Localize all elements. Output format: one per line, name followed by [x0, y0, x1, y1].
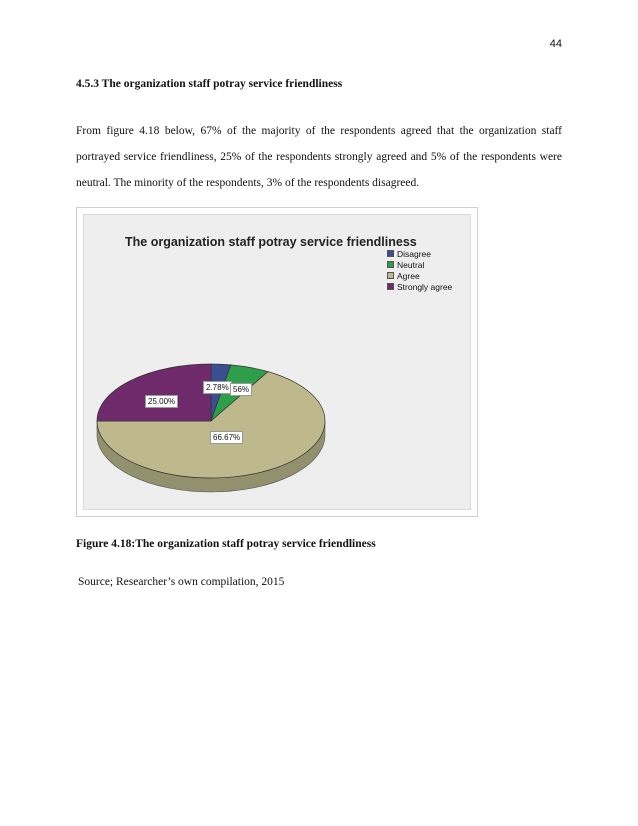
data-label-strongly-agree: 25.00%	[145, 395, 178, 408]
legend-item-neutral	[387, 259, 452, 270]
pie-chart-figure	[76, 207, 478, 517]
legend-swatch-disagree	[387, 250, 394, 257]
chart-title: The organization staff potray service friendliness	[125, 235, 417, 249]
chart-legend	[387, 248, 452, 292]
pie-slice-strongly-agree	[97, 364, 211, 421]
page-number: 44	[549, 38, 562, 50]
body-paragraph: From figure 4.18 below, 67% of the majority of the respondents agreed that the organization staff portrayed service friendliness, 25% of the respondents strongly agreed and 5% of the respondents were neutral. The minority of the respondents, 3% of the respondents disagreed.	[76, 125, 562, 189]
legend-label-neutral: Neutral	[397, 259, 425, 270]
legend-label-strongly-agree: Strongly agree	[397, 281, 453, 292]
legend-label-agree: Agree	[397, 270, 420, 281]
legend-swatch-strongly-agree	[387, 283, 394, 290]
data-label-disagree: 2.78%	[203, 381, 232, 394]
legend-swatch-agree	[387, 272, 394, 279]
data-label-neutral: 56%	[230, 383, 252, 396]
source-line: Source; Researcher’s own compilation, 2015	[78, 576, 285, 588]
section-heading: 4.5.3 The organization staff potray service friendliness	[76, 78, 343, 90]
figure-caption: Figure 4.18:The organization staff potray service friendliness	[76, 538, 376, 550]
legend-item-strongly-agree	[387, 281, 452, 292]
legend-label-disagree: Disagree	[397, 248, 432, 259]
legend-item-disagree	[387, 248, 452, 259]
data-label-agree: 66.67%	[210, 431, 243, 444]
legend-item-agree	[387, 270, 452, 281]
legend-swatch-neutral	[387, 261, 394, 268]
